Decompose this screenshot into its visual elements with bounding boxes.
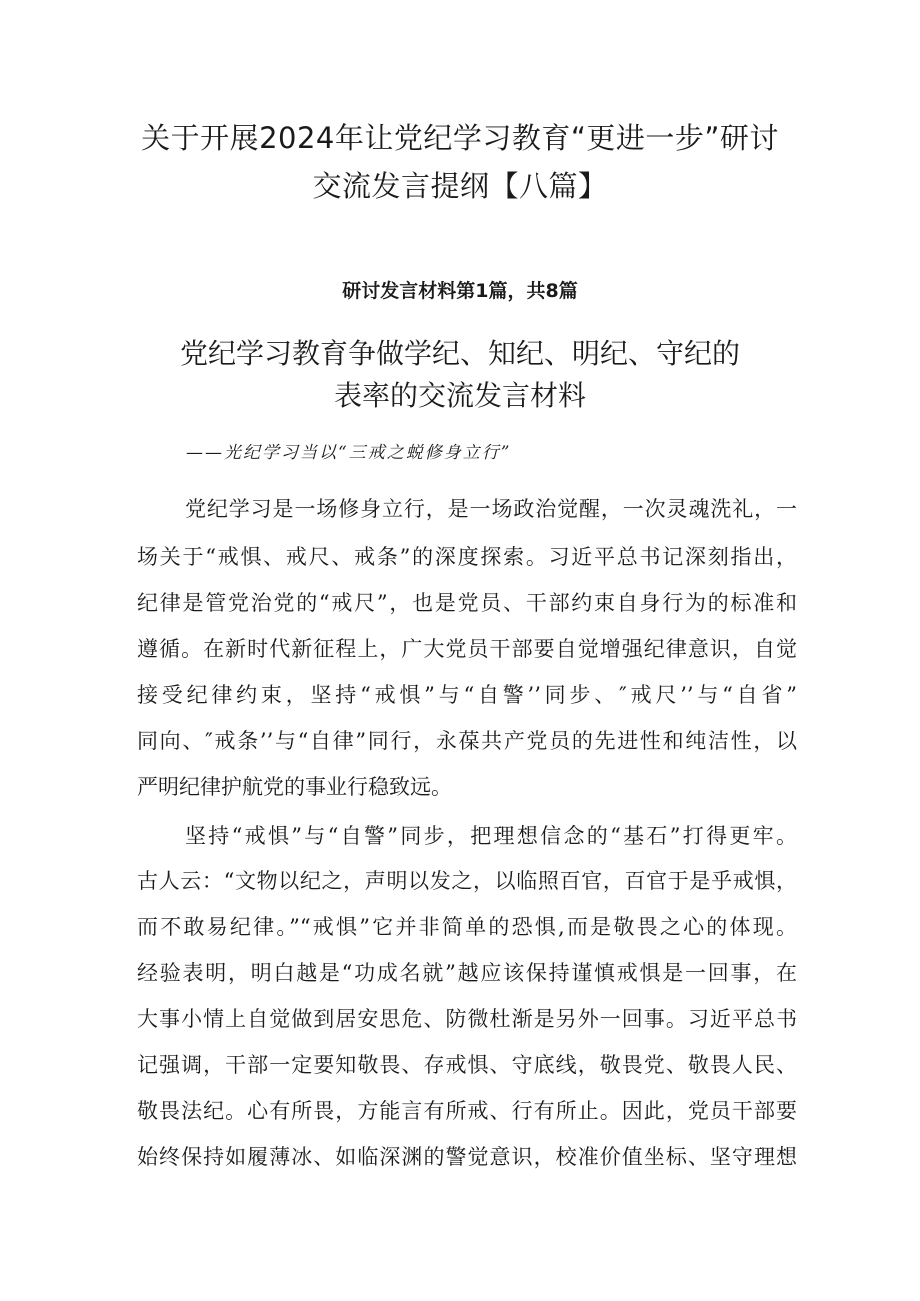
body-line: 而不敢易纪律。”“戒惧”它并非简单的恐惧,而是敬畏之心的体现。: [137, 915, 797, 939]
article-title-line-2: 表率的交流发言材料: [333, 379, 586, 412]
body-line: 记强调，干部一定要知敬畏、存戒惧、守底线，敬畏党、敬畏人民、: [137, 1053, 797, 1077]
main-title-line-2: 交流发言提纲【八篇】: [312, 169, 608, 203]
article-title-line-1: 党纪学习教育争做学纪、知纪、明纪、守纪的: [179, 337, 740, 370]
body-line: 党纪学习是一场修身立行，是一场政治觉醒，一次灵魂洗礼，一: [185, 497, 797, 521]
body-line: 同向、″戒条’’与“自律”同行，永葆共产党员的先进性和纯洁性，以: [137, 729, 797, 753]
body-line: 接受纪律约束，坚持“戒惧”与“自警’’同步、″戒尺’’与“自省”: [137, 683, 797, 707]
body-line: 经验表明，明白越是“功成名就”越应该保持谨慎戒惧是一回事，在: [137, 961, 797, 985]
body-line: 敬畏法纪。心有所畏，方能言有所戒、行有所止。因此，党员干部要: [137, 1099, 797, 1123]
body-line: 古人云：“文物以纪之，声明以发之，以临照百官，百官于是乎戒惧，: [137, 869, 797, 893]
section-subheading: 研讨发言材料第1篇，共8篇: [342, 280, 578, 302]
body-line: 纪律是管党治党的“戒尺”，也是党员、干部约束自身行为的标准和: [137, 591, 797, 615]
article-byline: ——光纪学习当以“三戒之蜕修身立行”: [186, 443, 512, 463]
main-title-line-1: 关于开展2024年让党纪学习教育“更进一步”研讨: [141, 121, 779, 155]
body-line: 大事小情上自觉做到居安思危、防微杜渐是另外一回事。习近平总书: [137, 1007, 797, 1031]
body-line: 严明纪律护航党的事业行稳致远。: [137, 775, 452, 799]
body-line: 始终保持如履薄冰、如临深渊的警觉意识，校准价值坐标、坚守理想: [137, 1145, 797, 1169]
body-line: 坚持“戒惧”与“自警”同步，把理想信念的“基石”打得更牢。: [185, 824, 797, 848]
body-line: 场关于“戒惧、戒尺、戒条”的深度探索。习近平总书记深刻指出，: [137, 545, 797, 569]
body-line: 遵循。在新时代新征程上，广大党员干部要自觉增强纪律意识，自觉: [137, 637, 797, 661]
